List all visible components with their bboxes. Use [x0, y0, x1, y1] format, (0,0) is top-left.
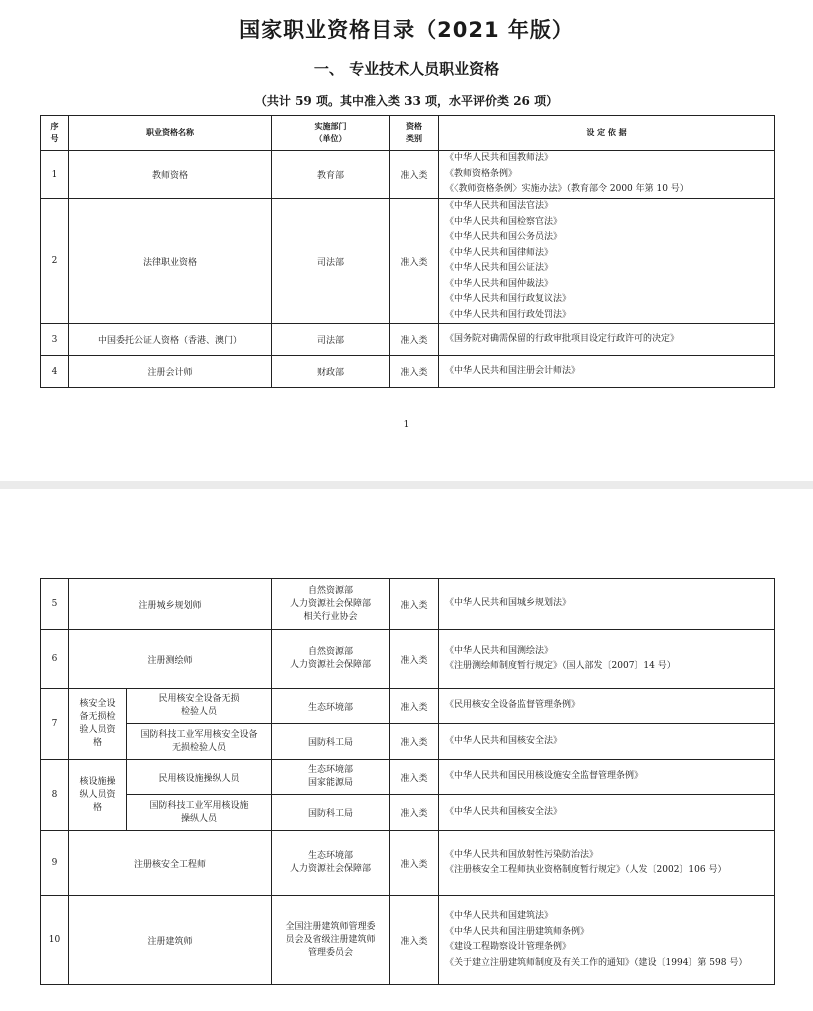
department: 全国注册建筑师管理委 员会及省级注册建筑师 管理委员会	[272, 896, 390, 985]
row-number: 1	[41, 151, 69, 199]
category: 准入类	[390, 151, 439, 199]
sub-qualification-name: 国防科技工业军用核安全设备 无损检验人员	[127, 724, 272, 760]
basis: 《中华人民共和国核安全法》	[439, 795, 775, 831]
row-number: 8	[41, 760, 69, 831]
header-name: 职业资格名称	[69, 116, 272, 151]
row-number: 9	[41, 831, 69, 896]
category: 准入类	[390, 689, 439, 724]
category: 准入类	[390, 724, 439, 760]
department: 生态环境部 人力资源社会保障部	[272, 831, 390, 896]
qualification-group: 核安全设 备无损检 验人员资 格	[69, 689, 127, 760]
category: 准入类	[390, 831, 439, 896]
header-basis: 设 定 依 据	[439, 116, 775, 151]
sub-qualification-name: 民用核设施操纵人员	[127, 760, 272, 795]
category: 准入类	[390, 356, 439, 388]
category: 准入类	[390, 579, 439, 630]
department: 司法部	[272, 199, 390, 324]
basis: 《中华人民共和国核安全法》	[439, 724, 775, 760]
basis: 《中华人民共和国放射性污染防治法》 《注册核安全工程师执业资格制度暂行规定》（人发〔2002〕106 号）	[439, 831, 775, 896]
table-row	[41, 199, 775, 324]
row-number: 5	[41, 579, 69, 630]
page-number: 1	[403, 420, 410, 430]
row-number: 7	[41, 689, 69, 760]
qualification-name: 注册建筑师	[69, 896, 272, 985]
table-row	[41, 795, 775, 831]
table-row	[41, 896, 775, 985]
qualification-name: 法律职业资格	[69, 199, 272, 324]
department: 生态环境部	[272, 689, 390, 724]
basis: 《中华人民共和国测绘法》 《注册测绘师制度暂行规定》（国人部发〔2007〕14 号）	[439, 630, 775, 689]
document-page-1	[0, 0, 813, 481]
qualification-table-page-2	[40, 578, 775, 985]
department: 教育部	[272, 151, 390, 199]
table-row	[41, 630, 775, 689]
table-row	[41, 724, 775, 760]
header-dept: 实施部门 （单位）	[272, 116, 390, 151]
basis: 《中华人民共和国注册会计师法》	[439, 356, 775, 388]
qualification-group: 核设施操 纵人员资 格	[69, 760, 127, 831]
category: 准入类	[390, 630, 439, 689]
basis: 《国务院对确需保留的行政审批项目设定行政许可的决定》	[439, 324, 775, 356]
row-number: 4	[41, 356, 69, 388]
qualification-name: 中国委托公证人资格（香港、澳门）	[69, 324, 272, 356]
row-number: 6	[41, 630, 69, 689]
basis: 《中华人民共和国教师法》 《教师资格条例》 《〈教师资格条例〉实施办法》（教育部令 2000 年第 10 号）	[439, 151, 775, 199]
basis: 《中华人民共和国城乡规划法》	[439, 579, 775, 630]
qualification-name: 注册会计师	[69, 356, 272, 388]
qualification-name: 注册核安全工程师	[69, 831, 272, 896]
table-row	[41, 151, 775, 199]
sub-qualification-name: 民用核安全设备无损 检验人员	[127, 689, 272, 724]
department: 国防科工局	[272, 795, 390, 831]
category: 准入类	[390, 760, 439, 795]
basis: 《中华人民共和国民用核设施安全监督管理条例》	[439, 760, 775, 795]
summary-text: （共计 59 项。其中准入类 33 项，水平评价类 26 项）	[254, 94, 559, 108]
table-row	[41, 689, 775, 724]
qualification-name: 教师资格	[69, 151, 272, 199]
header-seq: 序 号	[41, 116, 69, 151]
department: 自然资源部 人力资源社会保障部 相关行业协会	[272, 579, 390, 630]
header-category: 资格 类别	[390, 116, 439, 151]
department: 生态环境部 国家能源局	[272, 760, 390, 795]
row-number: 3	[41, 324, 69, 356]
category: 准入类	[390, 896, 439, 985]
document-page-2	[0, 489, 813, 1011]
basis: 《民用核安全设备监督管理条例》	[439, 689, 775, 724]
table-header-row	[41, 116, 775, 151]
department: 自然资源部 人力资源社会保障部	[272, 630, 390, 689]
basis: 《中华人民共和国法官法》 《中华人民共和国检察官法》 《中华人民共和国公务员法》 《中华人民共和国律师法》 《中华人民共和国公证法》 《中华人民共和国仲裁法》 《中华人民共和国行政复议法》 《中华人民共和国行政处罚法》	[439, 199, 775, 324]
table-row	[41, 760, 775, 795]
qualification-table-page-1	[40, 115, 775, 388]
table-row	[41, 831, 775, 896]
category: 准入类	[390, 795, 439, 831]
qualification-name: 注册城乡规划师	[69, 579, 272, 630]
category: 准入类	[390, 324, 439, 356]
row-number: 10	[41, 896, 69, 985]
table-row	[41, 356, 775, 388]
table-row	[41, 324, 775, 356]
department: 财政部	[272, 356, 390, 388]
qualification-name: 注册测绘师	[69, 630, 272, 689]
section-title: 一、 专业技术人员职业资格	[313, 60, 500, 78]
department: 司法部	[272, 324, 390, 356]
basis: 《中华人民共和国建筑法》 《中华人民共和国注册建筑师条例》 《建设工程勘察设计管理条例》 《关于建立注册建筑师制度及有关工作的通知》（建设〔1994〕第 598 号）	[439, 896, 775, 985]
document-title: 国家职业资格目录（2021 年版）	[239, 18, 574, 42]
table-row	[41, 579, 775, 630]
sub-qualification-name: 国防科技工业军用核设施 操纵人员	[127, 795, 272, 831]
row-number: 2	[41, 199, 69, 324]
category: 准入类	[390, 199, 439, 324]
department: 国防科工局	[272, 724, 390, 760]
